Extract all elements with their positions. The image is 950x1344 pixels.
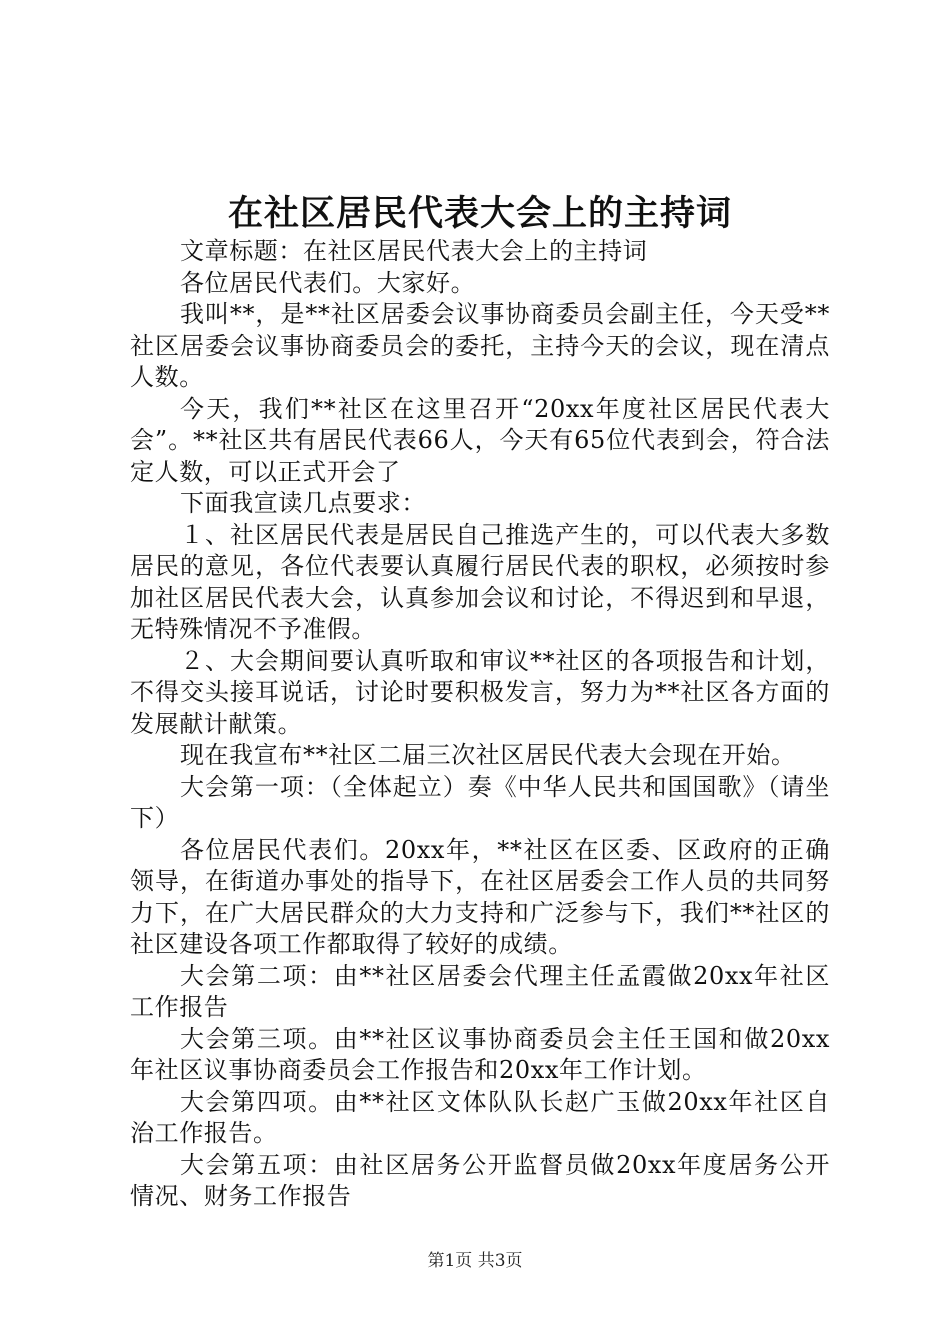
paragraph-item-5: 大会第五项：由社区居务公开监督员做20xx年度居务公开情况、财务工作报告	[130, 1150, 830, 1210]
document-title: 在社区居民代表大会上的主持词	[227, 193, 732, 234]
paragraph-item-4: 大会第四项。由**社区文体队队长赵广玉做20xx年社区自治工作报告。	[130, 1087, 830, 1147]
paragraph-item-1: 大会第一项：（全体起立）奏《中华人民共和国国歌》（请坐下）	[130, 772, 830, 832]
paragraph-self-intro: 我叫**，是**社区居委会议事协商委员会副主任，今天受**社区居委会议事协商委员会的委托，主持今天的会议，现在清点人数。	[130, 300, 830, 391]
page-indicator: 第1页 共3页	[427, 1251, 523, 1271]
paragraph-review: 各位居民代表们。20xx年，**社区在区委、区政府的正确领导，在街道办事处的指导下，在社区居委会工作人员的共同努力下，在广大居民群众的大力支持和广泛参与下，我们**社区的社区建设各项工作都取得了较好的成绩。	[130, 835, 830, 958]
paragraph-opening: 现在我宣布**社区二届三次社区居民代表大会现在开始。	[180, 741, 796, 769]
paragraph-requirement-2: ２、大会期间要认真听取和审议**社区的各项报告和计划，不得交头接耳说话，讨论时要积极发言，努力为**社区各方面的发展献计献策。	[130, 646, 830, 738]
paragraph-article-title: 文章标题：在社区居民代表大会上的主持词	[180, 237, 648, 265]
document-body	[130, 236, 830, 1213]
paragraph-item-3: 大会第三项。由**社区议事协商委员会主任王国和做20xx年社区议事协商委员会工作报告和20xx年工作计划。	[130, 1024, 830, 1084]
paragraph-requirements-heading: 下面我宣读几点要求：	[180, 489, 426, 517]
paragraph-requirement-1: １、社区居民代表是居民自己推选产生的，可以代表大多数居民的意见，各位代表要认真履行居民代表的职权，必须按时参加社区居民代表大会，认真参加会议和讨论，不得迟到和早退，无特殊情况不予准假。	[130, 520, 830, 643]
paragraph-meeting-intro: 今天，我们**社区在这里召开“20xx年度社区居民代表大会”。**社区共有居民代表66人，今天有65位代表到会，符合法定人数，可以正式开会了	[130, 394, 830, 486]
paragraph-greeting: 各位居民代表们。大家好。	[180, 268, 476, 297]
paragraph-item-2: 大会第二项：由**社区居委会代理主任孟霞做20xx年社区工作报告	[130, 961, 830, 1021]
